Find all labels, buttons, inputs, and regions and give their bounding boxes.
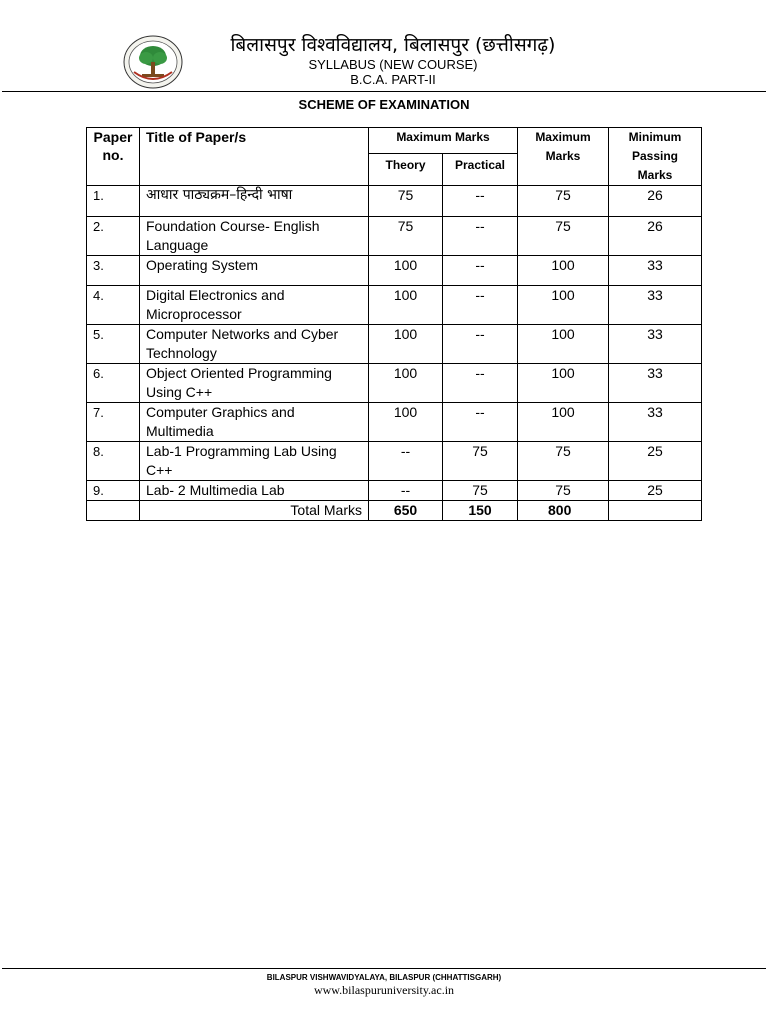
paper-title: Computer Networks and Cyber Technology [140,325,369,364]
minimum-passing-marks: 33 [609,256,702,286]
paper-title: Operating System [140,256,369,286]
paper-no: 1. [87,186,140,217]
practical-marks: -- [443,256,518,286]
minimum-passing-marks: 25 [609,442,702,481]
header-minimum-passing-marks: Minimum Passing Marks [609,128,702,186]
footer-website: www.bilaspuruniversity.ac.in [313,983,455,997]
maximum-marks: 75 [518,442,609,481]
practical-marks: 75 [443,442,518,481]
table-header-row [87,128,702,154]
minimum-passing-marks: 26 [609,186,702,217]
minimum-passing-marks: 33 [609,325,702,364]
total-label: Total Marks [140,501,369,521]
header-max-marks-group: Maximum Marks [369,128,518,154]
maximum-marks: 100 [518,325,609,364]
header-maximum-marks: Maximum Marks [518,128,609,186]
maximum-marks: 75 [518,481,609,501]
theory-marks: 100 [369,325,443,364]
university-logo [122,34,184,90]
practical-marks: -- [443,403,518,442]
minimum-passing-marks: 33 [609,286,702,325]
practical-marks: -- [443,286,518,325]
maximum-marks: 75 [518,217,609,256]
theory-marks: -- [369,442,443,481]
paper-title: Computer Graphics and Multimedia [140,403,369,442]
footer-divider [2,968,766,969]
header-title: Title of Paper/s [140,128,369,186]
minimum-passing-marks: 33 [609,364,702,403]
table-row [87,217,702,256]
paper-no: 4. [87,286,140,325]
table-row [87,186,702,217]
minimum-passing-marks: 26 [609,217,702,256]
footer-university: BILASPUR VISHWAVIDYALAYA, BILASPUR (CHHATTISGARH) [266,973,502,982]
practical-marks: -- [443,186,518,217]
paper-title: Object Oriented Programming Using C++ [140,364,369,403]
total-empty-cell [87,501,140,521]
paper-no: 5. [87,325,140,364]
paper-no: 9. [87,481,140,501]
course-heading: B.C.A. PART-II [350,72,436,87]
total-row [87,501,702,521]
theory-marks: -- [369,481,443,501]
table-row [87,481,702,501]
total-minimum [609,501,702,521]
paper-title: Lab-1 Programming Lab Using C++ [140,442,369,481]
theory-marks: 100 [369,403,443,442]
theory-marks: 100 [369,364,443,403]
section-title: SCHEME OF EXAMINATION [298,97,470,112]
paper-title: Foundation Course- English Language [140,217,369,256]
table-row [87,286,702,325]
minimum-passing-marks: 33 [609,403,702,442]
practical-marks: 75 [443,481,518,501]
paper-title: आधार पाठ्यक्रम–हिन्दी भाषा [140,186,369,217]
paper-title: Lab- 2 Multimedia Lab [140,481,369,501]
theory-marks: 75 [369,186,443,217]
maximum-marks: 100 [518,286,609,325]
practical-marks: -- [443,217,518,256]
maximum-marks: 100 [518,364,609,403]
header-theory: Theory [369,153,443,185]
header-divider [2,91,766,92]
total-practical: 150 [443,501,518,521]
scheme-table [86,127,702,521]
university-name-hindi: बिलासपुर विश्वविद्यालय, बिलासपुर (छत्तीसगढ़) [230,34,556,56]
maximum-marks: 75 [518,186,609,217]
table-row [87,256,702,286]
table-row [87,364,702,403]
table-row [87,442,702,481]
maximum-marks: 100 [518,403,609,442]
theory-marks: 75 [369,217,443,256]
header-paper-no: Paper no. [87,128,140,186]
table-row [87,325,702,364]
header-practical: Practical [443,153,518,185]
paper-no: 6. [87,364,140,403]
paper-no: 8. [87,442,140,481]
theory-marks: 100 [369,286,443,325]
total-theory: 650 [369,501,443,521]
maximum-marks: 100 [518,256,609,286]
practical-marks: -- [443,325,518,364]
university-seal-tree-icon [122,34,184,90]
theory-marks: 100 [369,256,443,286]
paper-no: 2. [87,217,140,256]
table-row [87,403,702,442]
paper-no: 7. [87,403,140,442]
paper-title: Digital Electronics and Microprocessor [140,286,369,325]
practical-marks: -- [443,364,518,403]
total-maximum: 800 [518,501,609,521]
syllabus-heading: SYLLABUS (NEW COURSE) [308,57,478,72]
minimum-passing-marks: 25 [609,481,702,501]
paper-no: 3. [87,256,140,286]
